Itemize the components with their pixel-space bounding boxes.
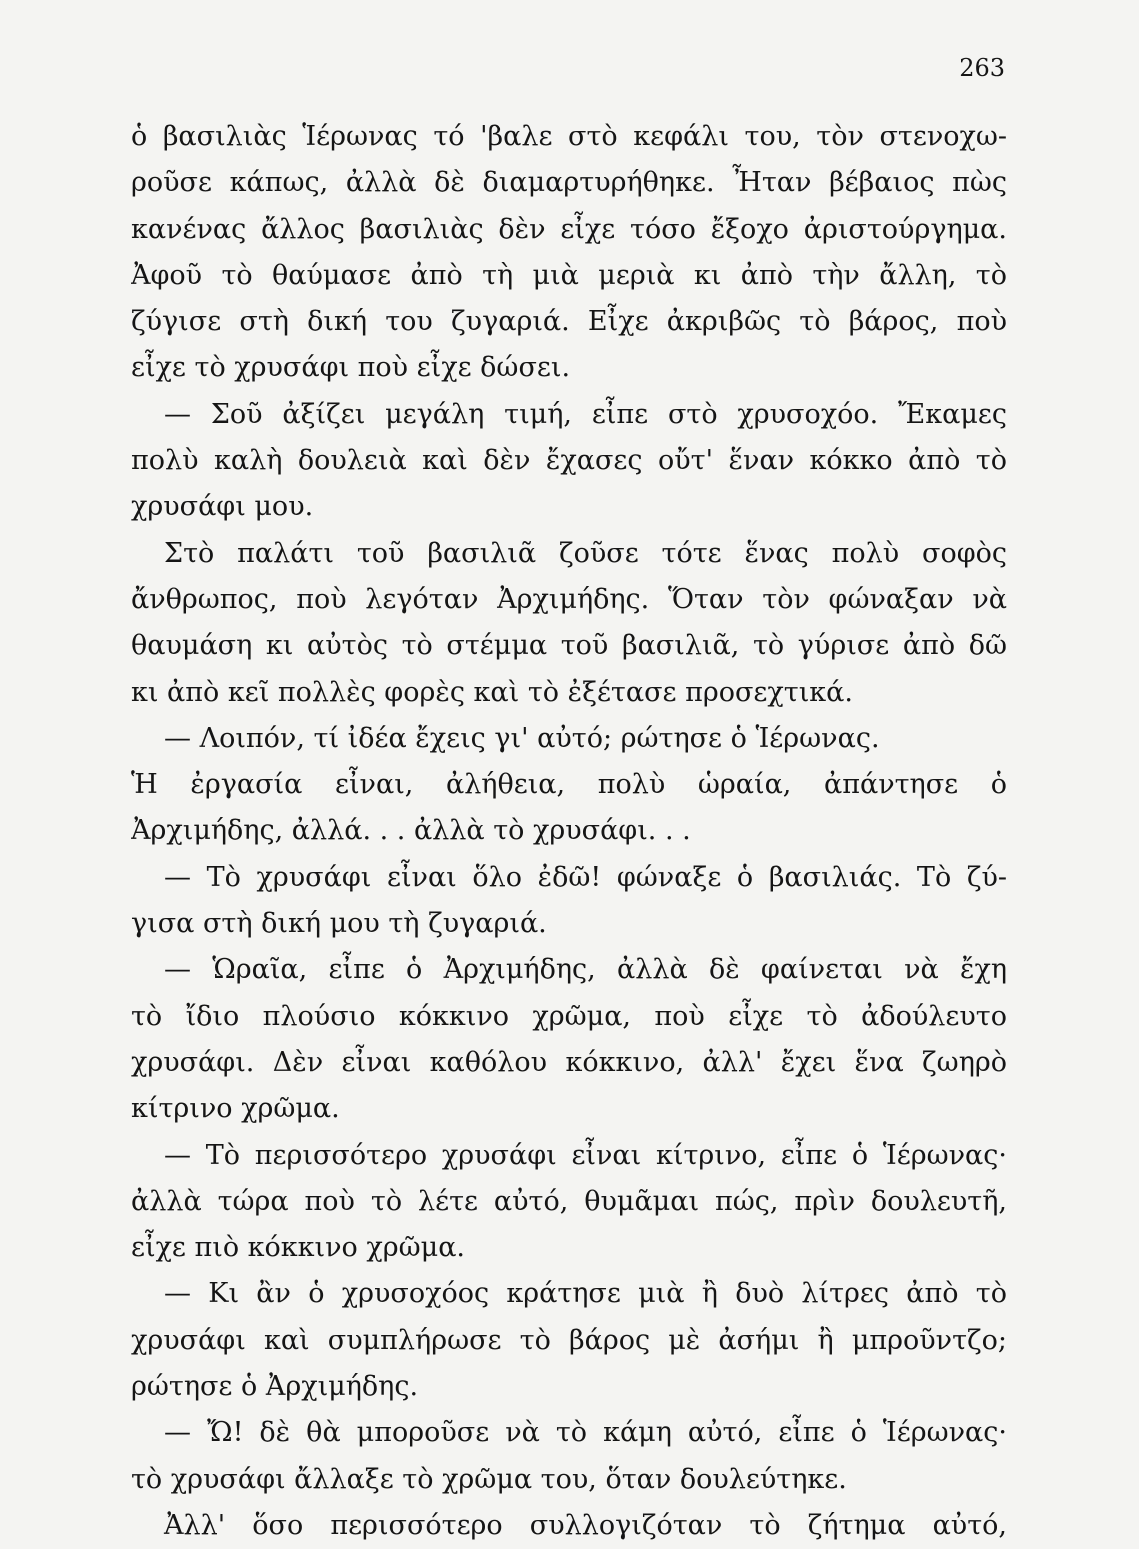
text-line: γισα στὴ δική μου τὴ ζυγαριά.	[131, 908, 547, 940]
text-line: — Τὸ περισσότερο χρυσάφι εἶναι κίτρινο, εἶπε ὁ Ἱέρωνας·	[164, 1139, 1007, 1171]
text-line: ἀλλὰ τώρα ποὺ τὸ λέτε αὐτό, θυμᾶμαι πώς, πρὶν δουλευτῆ,	[131, 1185, 1007, 1217]
text-line: χρυσάφι. Δὲν εἶναι καθόλου κόκκινο, ἀλλ' ἔχει ἕνα ζωηρὸ	[131, 1046, 1007, 1078]
text-line: εἶχε πιὸ κόκκινο χρῶμα.	[131, 1232, 466, 1264]
text-line: κανένας ἄλλος βασιλιὰς δὲν εἶχε τόσο ἔξοχο ἀριστούργημα.	[131, 213, 1007, 245]
text-line: χρυσάφι καὶ συμπλήρωσε τὸ βάρος μὲ ἀσήμι ἢ μπροῦντζο;	[131, 1324, 1007, 1356]
text-line: ροῦσε κάπως, ἀλλὰ δὲ διαμαρτυρήθηκε. Ἦταν βέβαιος πὼς	[131, 167, 1007, 199]
text-line: Ἀρχιμήδης, ἀλλά. . . ἀλλὰ τὸ χρυσάφι. . .	[131, 815, 691, 847]
text-line: κι ἀπὸ κεῖ πολλὲς φορὲς καὶ τὸ ἐξέτασε προσεχτικά.	[131, 676, 853, 708]
text-line: θαυμάση κι αὐτὸς τὸ στέμμα τοῦ βασιλιᾶ, τὸ γύρισε ἀπὸ δῶ	[131, 630, 1007, 662]
text-line: — Λοιπόν, τί ἰδέα ἔχεις γι' αὐτό; ρώτησε ὁ Ἱέρωνας.	[164, 722, 880, 754]
text-line: Ἀφοῦ τὸ θαύμασε ἀπὸ τὴ μιὰ μεριὰ κι ἀπὸ τὴν ἄλλη, τὸ	[131, 259, 1007, 291]
text-line: τὸ χρυσάφι ἄλλαξε τὸ χρῶμα του, ὅταν δουλεύτηκε.	[131, 1463, 847, 1495]
text-line: — Ὡραῖα, εἶπε ὁ Ἀρχιμήδης, ἀλλὰ δὲ φαίνεται νὰ ἔχη	[164, 954, 1007, 986]
text-line: ρώτησε ὁ Ἀρχιμήδης.	[131, 1371, 419, 1403]
text-line: Ἀλλ' ὅσο περισσότερο συλλογιζόταν τὸ ζήτημα αὐτό,	[164, 1509, 1007, 1541]
body-text	[131, 114, 1007, 1549]
text-line: — Ὤ! δὲ θὰ μποροῦσε νὰ τὸ κάμη αὐτό, εἶπε ὁ Ἱέρωνας·	[164, 1417, 1007, 1449]
text-line: ἄνθρωπος, ποὺ λεγόταν Ἀρχιμήδης. Ὅταν τὸν φώναξαν νὰ	[131, 583, 1007, 615]
text-line: χρυσάφι μου.	[131, 491, 314, 523]
text-line: Ἡ ἐργασία εἶναι, ἀλήθεια, πολὺ ὡραία, ἀπάντησε ὁ	[131, 769, 1007, 801]
text-line: ὁ βασιλιὰς Ἱέρωνας τό 'βαλε στὸ κεφάλι του, τὸν στενοχω-	[131, 121, 1007, 152]
text-line: κίτρινο χρῶμα.	[131, 1093, 340, 1125]
text-line: — Τὸ χρυσάφι εἶναι ὅλο ἐδῶ! φώναξε ὁ βασιλιάς. Τὸ ζύ-	[164, 861, 1007, 893]
text-line: — Κι ἂν ὁ χρυσοχόος κράτησε μιὰ ἢ δυὸ λίτρες ἀπὸ τὸ	[164, 1278, 1007, 1310]
text-line: Στὸ παλάτι τοῦ βασιλιᾶ ζοῦσε τότε ἕνας πολὺ σοφὸς	[164, 537, 1007, 569]
text-line: εἶχε τὸ χρυσάφι ποὺ εἶχε δώσει.	[131, 352, 571, 384]
text-line: ζύγισε στὴ δική του ζυγαριά. Εἶχε ἀκριβῶς τὸ βάρος, ποὺ	[131, 306, 1007, 338]
text-line: τὸ ἴδιο πλούσιο κόκκινο χρῶμα, ποὺ εἶχε τὸ ἀδούλευτο	[131, 1000, 1007, 1032]
text-line: — Σοῦ ἀξίζει μεγάλη τιμή, εἶπε στὸ χρυσοχόο. Ἔκαμες	[164, 398, 1007, 430]
text-line: πολὺ καλὴ δουλειὰ καὶ δὲν ἔχασες οὔτ' ἕναν κόκκο ἀπὸ τὸ	[131, 445, 1007, 477]
page-number: 263	[959, 54, 1005, 82]
